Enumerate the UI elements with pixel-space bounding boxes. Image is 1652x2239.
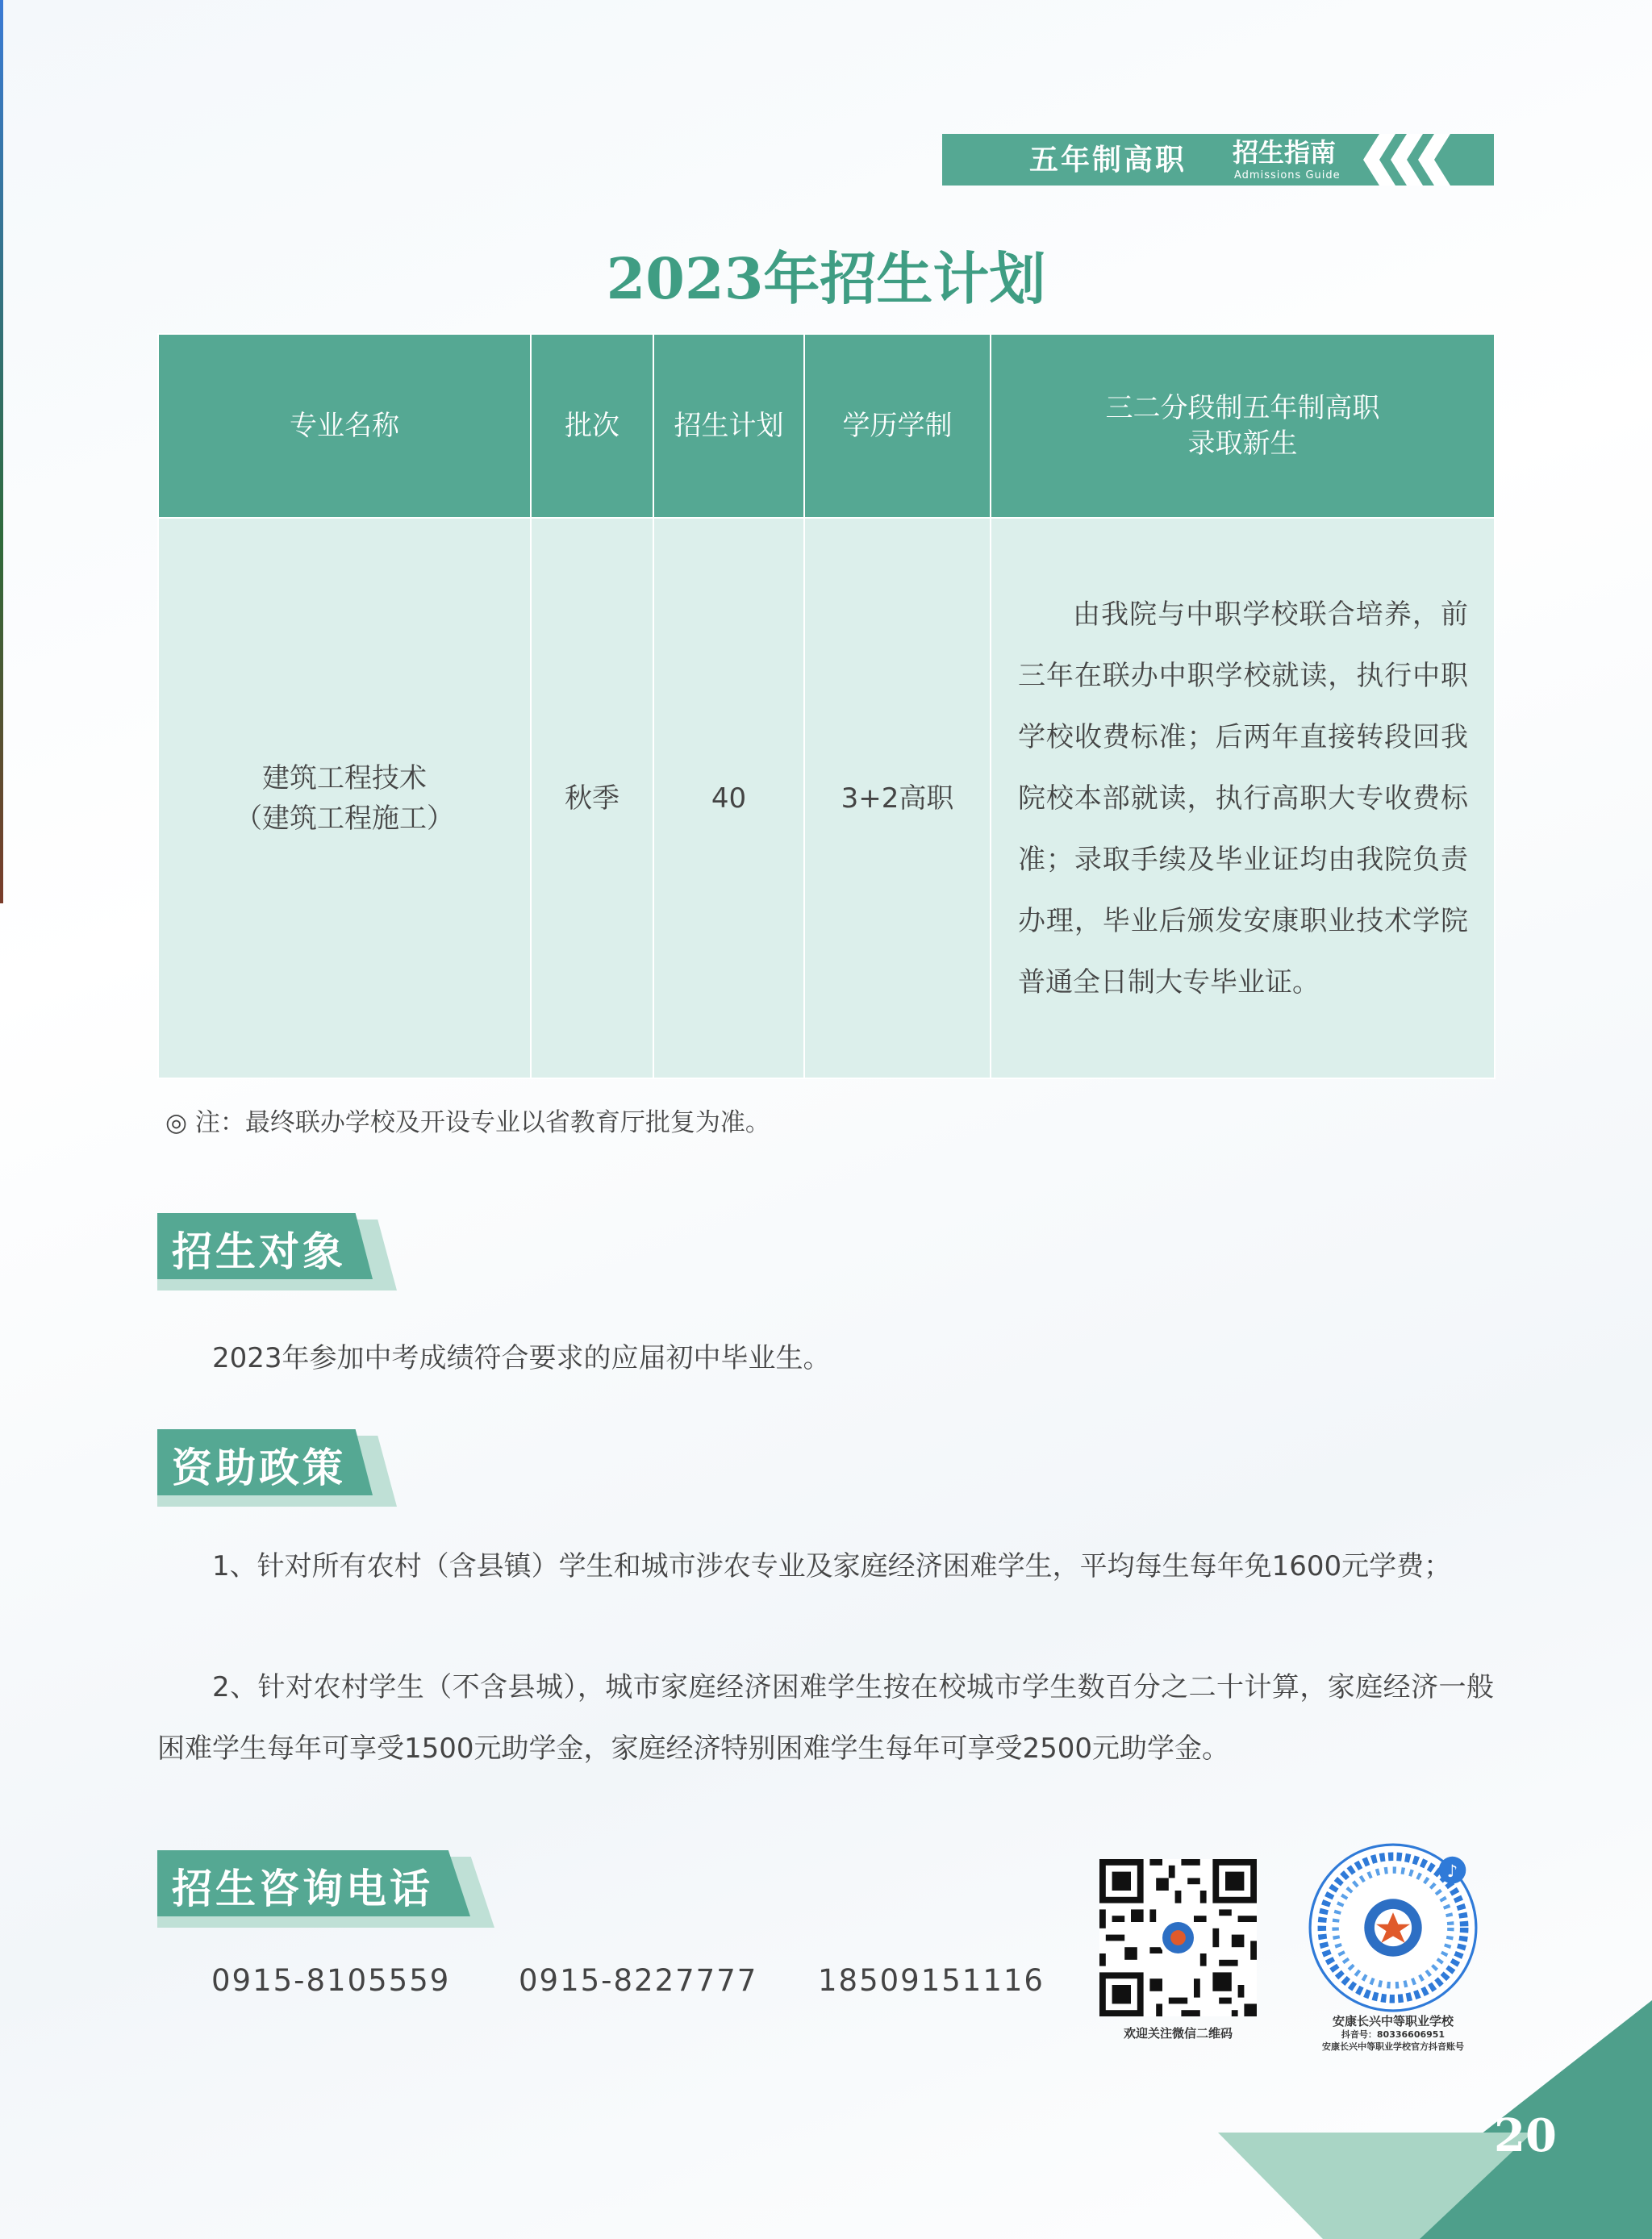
guide-title: 招生指南	[1233, 137, 1337, 168]
header-system: 学历学制	[804, 334, 991, 518]
header-batch: 批次	[531, 334, 653, 518]
phone-1[interactable]: 0915-8105559	[211, 1963, 451, 1998]
svg-text:♪: ♪	[1446, 1862, 1458, 1881]
header-program-type	[991, 334, 1495, 518]
section-title-contact: 招生咨询电话	[172, 1865, 433, 1912]
header-program-type-line2: 录取新生	[1187, 427, 1298, 460]
table-header-row	[158, 334, 1495, 518]
section-title-aid: 资助政策	[172, 1444, 346, 1491]
target-text: 2023年参加中考成绩符合要求的应届初中毕业生。	[212, 1342, 831, 1374]
left-edge-strip	[0, 0, 3, 903]
enrollment-plan-table	[157, 333, 1496, 1079]
cell-major	[158, 518, 531, 1078]
table-note: ◎ 注：最终联办学校及开设专业以省教育厅批复为准。	[165, 1108, 770, 1137]
cell-batch: 秋季	[531, 518, 653, 1078]
cell-plan: 40	[653, 518, 804, 1078]
douyin-caption: 安康长兴中等职业学校官方抖音账号	[1322, 2041, 1464, 2052]
douyin-school-name: 安康长兴中等职业学校	[1332, 2014, 1454, 2028]
section-title-target: 招生对象	[172, 1228, 346, 1275]
chevrons-icon	[1355, 134, 1494, 186]
program-label: 五年制高职	[1029, 143, 1187, 177]
phone-3[interactable]: 18509151116	[818, 1963, 1045, 1998]
cell-description	[991, 518, 1495, 1078]
aid-item-2: 2、针对农村学生（不含县城），城市家庭经济困难学生按在校城市学生数百分之二十计算，家庭经济一般困难学生每年可享受1500元助学金，家庭经济特别困难学生每年可享受2500元助学金。	[157, 1671, 1494, 1765]
header-plan: 招生计划	[653, 334, 804, 518]
page-title: 2023年招生计划	[606, 245, 1046, 312]
wechat-qr-code[interactable]	[1099, 1859, 1257, 2016]
douyin-code[interactable]	[1308, 1843, 1478, 2012]
table-row	[158, 518, 1495, 1078]
major-direction: （建筑工程施工）	[235, 802, 454, 835]
major-name: 建筑工程技术	[262, 761, 427, 794]
cell-system: 3+2高职	[804, 518, 991, 1078]
phone-2[interactable]: 0915-8227777	[519, 1963, 758, 1998]
wechat-qr-caption: 欢迎关注微信二维码	[1123, 2026, 1233, 2041]
douyin-id: 抖音号：80336606951	[1341, 2029, 1446, 2040]
page-number: 20	[1494, 2109, 1557, 2162]
header-major: 专业名称	[158, 334, 531, 518]
guide-subtitle: Admissions Guide	[1234, 169, 1341, 181]
program-description: 由我院与中职学校联合培养，前三年在联办中职学校就读，执行中职学校收费标准；后两年直接转段回我院校本部就读，执行高职大专收费标准；录取手续及毕业证均由我院负责办理，毕业后颁发安康职业技术学院普通全日制大专毕业证。	[1018, 598, 1468, 999]
aid-item-1: 1、针对所有农村（含县镇）学生和城市涉农专业及家庭经济困难学生，平均每生每年免1600元学费；	[212, 1550, 1452, 1582]
header-program-type-line1: 三二分段制五年制高职	[1105, 392, 1380, 424]
